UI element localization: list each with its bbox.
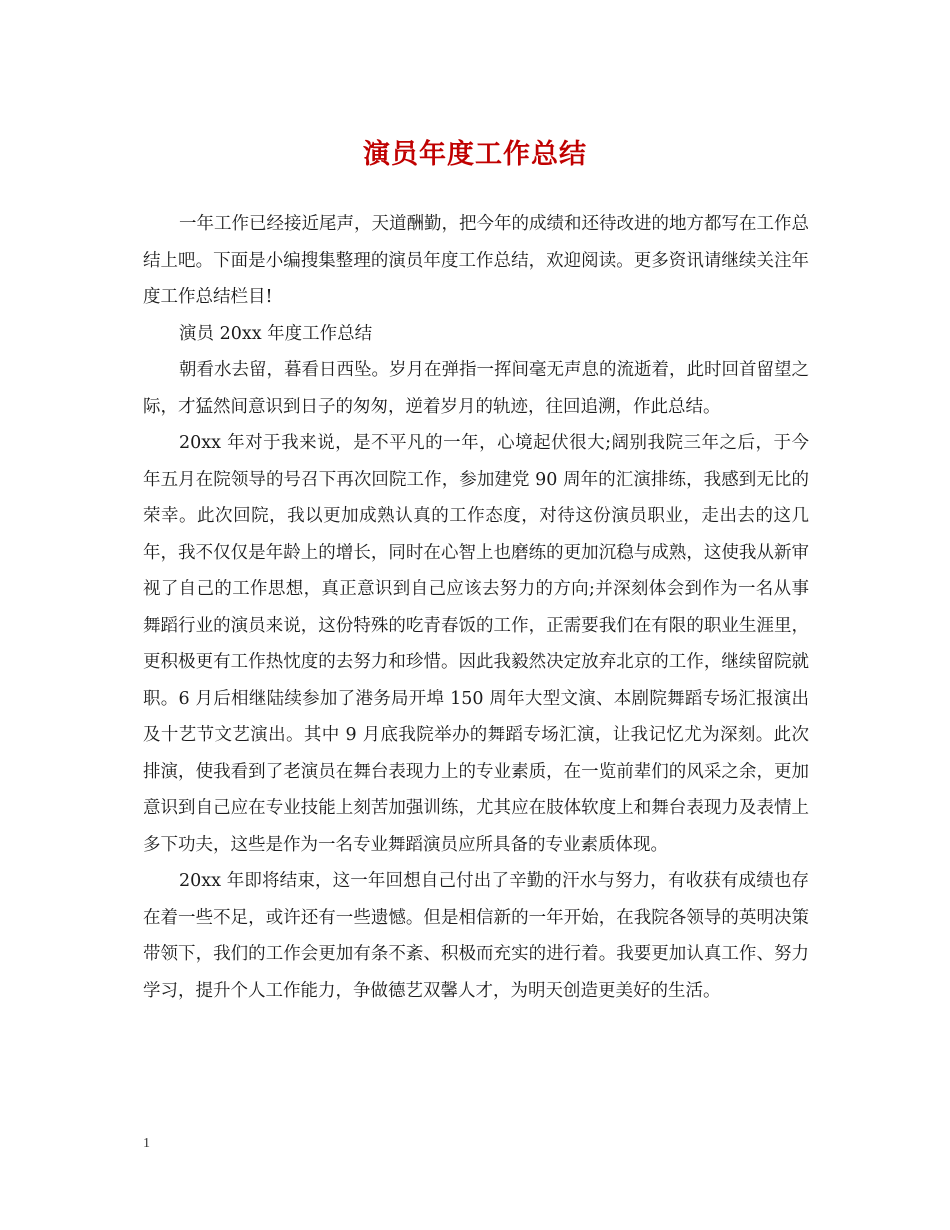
document-body bbox=[143, 206, 809, 1009]
page-title: 演员年度工作总结 bbox=[363, 139, 587, 170]
body-paragraph: 20xx 年即将结束，这一年回想自己付出了辛勤的汗水与努力，有收获有成绩也存在着一些不足，或许还有一些遗憾。但是相信新的一年开始，在我院各领导的英明决策带领下，我们的工作会更加有条不紊、积极而充实的进行着。我要更加认真工作、努力学习，提升个人工作能力，争做德艺双馨人才，为明天创造更美好的生活。 bbox=[143, 871, 809, 1001]
body-paragraph: 朝看水去留，暮看日西坠。岁月在弹指一挥间毫无声息的流逝着，此时回首留望之际，才猛然间意识到日子的匆匆，逆着岁月的轨迹，往回追溯，作此总结。 bbox=[143, 360, 809, 417]
section-heading: 演员 20xx 年度工作总结 bbox=[179, 323, 373, 344]
page-number: 1 bbox=[143, 1136, 150, 1151]
intro-paragraph: 一年工作已经接近尾声，天道酬勤，把今年的成绩和还待改进的地方都写在工作总结上吧。下面是小编搜集整理的演员年度工作总结，欢迎阅读。更多资讯请继续关注年度工作总结栏目! bbox=[143, 214, 809, 307]
body-paragraph: 20xx 年对于我来说，是不平凡的一年，心境起伏很大;阔别我院三年之后，于今年五月在院领导的号召下再次回院工作，参加建党 90 周年的汇演排练，我感到无比的荣幸。此次回院，我以更加成熟认真的工作态度，对待这份演员职业，走出去的这几年，我不仅仅是年龄上的增长，同时在心智上也磨练的更加沉稳与成熟，这使我从新审视了自己的工作思想，真正意识到自己应该去努力的方向;并深刻体会到作为一名从事舞蹈行业的演员来说，这份特殊的吃青春饭的工作，正需要我们在有限的职业生涯里，更积极更有工作热忱度的去努力和珍惜。因此我毅然决定放弃北京的工作，继续留院就职。6 月后相继陆续参加了港务局开埠 150 周年大型文演、本剧院舞蹈专场汇报演出及十艺节文艺演出。其中 9 月底我院举办的舞蹈专场汇演，让我记忆尤为深刻。此次排演，使我看到了老演员在舞台表现力上的专业素质，在一览前辈们的风采之余，更加意识到自己应在专业技能上刻苦加强训练，尤其应在肢体软度上和舞台表现力及表情上多下功夫，这些是作为一名专业舞蹈演员应所具备的专业素质体现。 bbox=[143, 433, 809, 855]
